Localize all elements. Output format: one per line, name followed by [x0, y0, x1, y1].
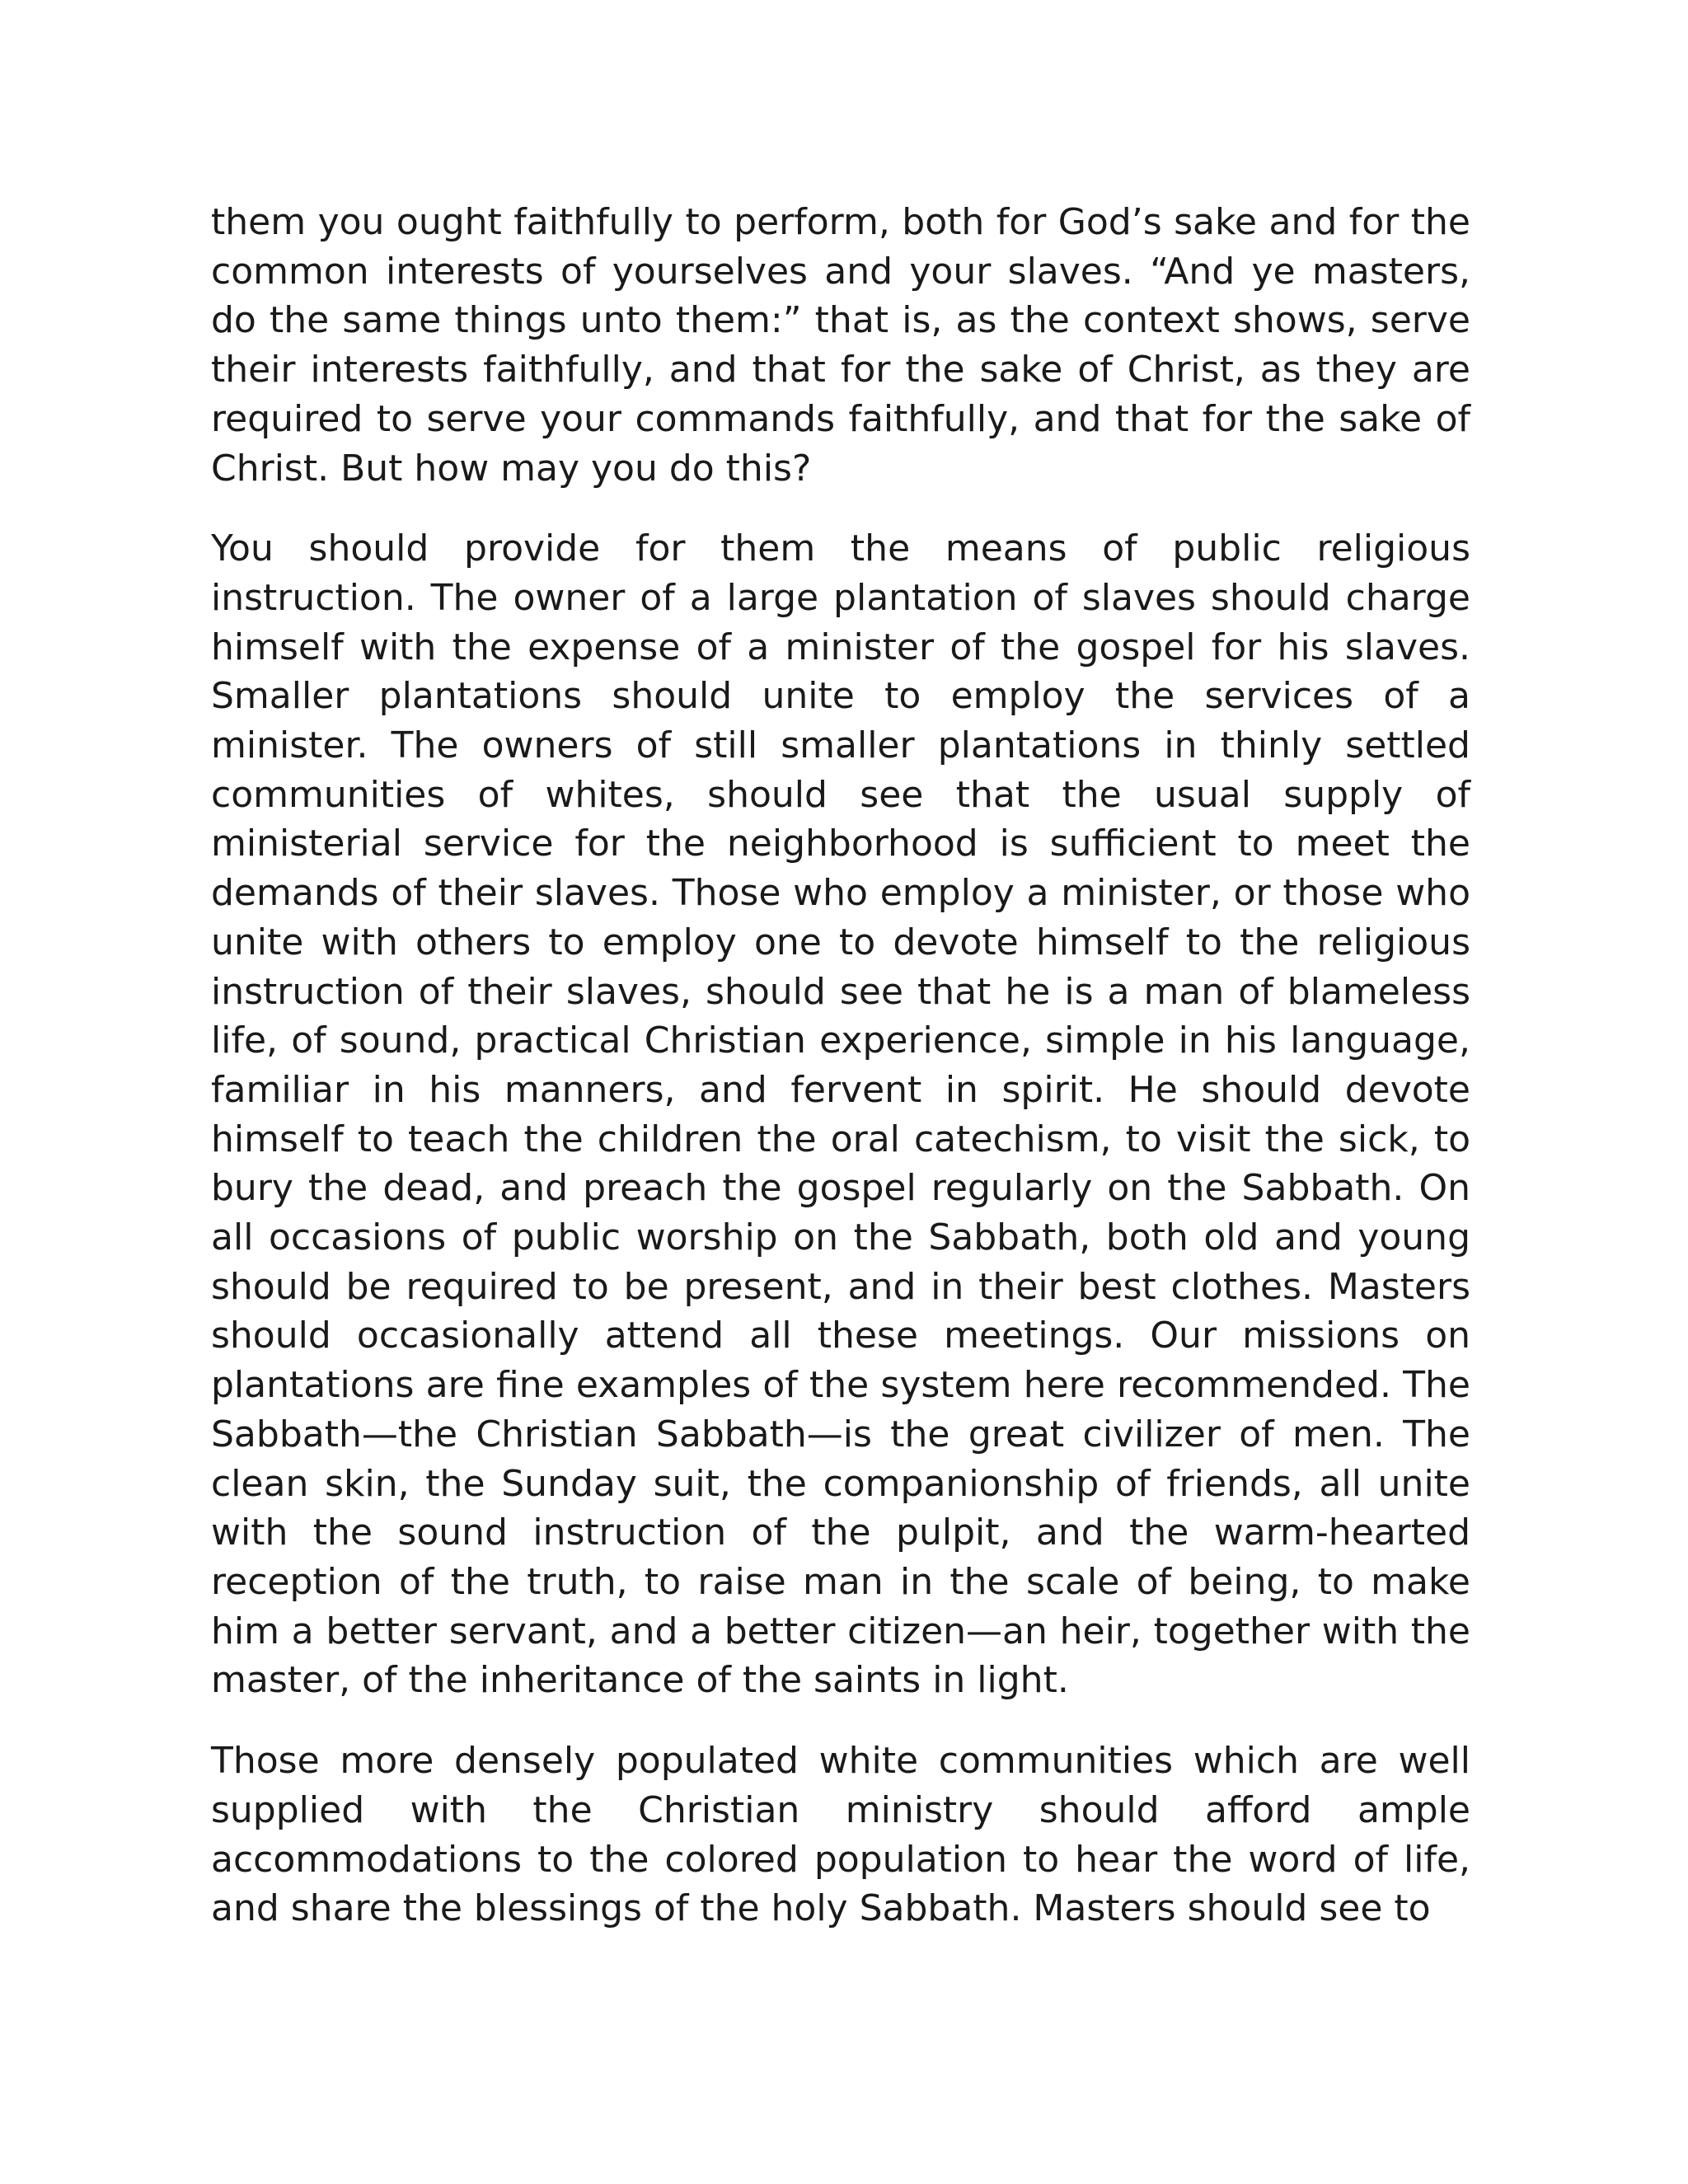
body-text	[211, 198, 1470, 1965]
paragraph-1: them you ought faithfully to perform, both for God’s sake and for the common interests of yourselves and your slaves. “And ye masters, do the same things unto them:” that is, as the context shows, serve their interests faithfully, and that for the sake of Christ, as they are required to serve your commands faithfully, and that for the sake of Christ. But how may you do this?	[211, 201, 1470, 490]
paragraph-2: You should provide for them the means of public religious instruction. The owner of a large plantation of slaves should charge himself with the expense of a minister of the gospel for his slaves. Smaller plantations should unite to employ the services of a minister. The owners of still smaller plantations in thinly settled communities of whites, should see that the usual supply of ministerial service for the neighborhood is sufficient to meet the demands of their slaves. Those who employ a minister, or those who unite with others to employ one to devote himself to the religious instruction of their slaves, should see that he is a man of blameless life, of sound, practical Christian experience, simple in his language, familiar in his manners, and fervent in spirit. He should devote himself to teach the children the oral catechism, to visit the sick, to bury the dead, and preach the gospel regularly on the Sabbath. On all occasions of public worship on the Sabbath, both old and young should be required to be present, and in their best clothes. Masters should occasionally attend all these meetings. Our missions on plantations are fine examples of the system here recommended. The Sabbath—the Christian Sabbath—is the great civilizer of men. The clean skin, the Sunday suit, the companionship of friends, all unite with the sound instruction of the pulpit, and the warm-hearted reception of the truth, to raise man in the scale of being, to make him a better servant, and a better citizen—an heir, together with the master, of the inheritance of the saints in light.	[211, 527, 1470, 1702]
paragraph-3: Those more densely populated white communities which are well supplied with the Christian ministry should afford ample accommodations to the colored population to hear the word of life, and share the blessings of the holy Sabbath. Masters should see to	[211, 1740, 1470, 1930]
